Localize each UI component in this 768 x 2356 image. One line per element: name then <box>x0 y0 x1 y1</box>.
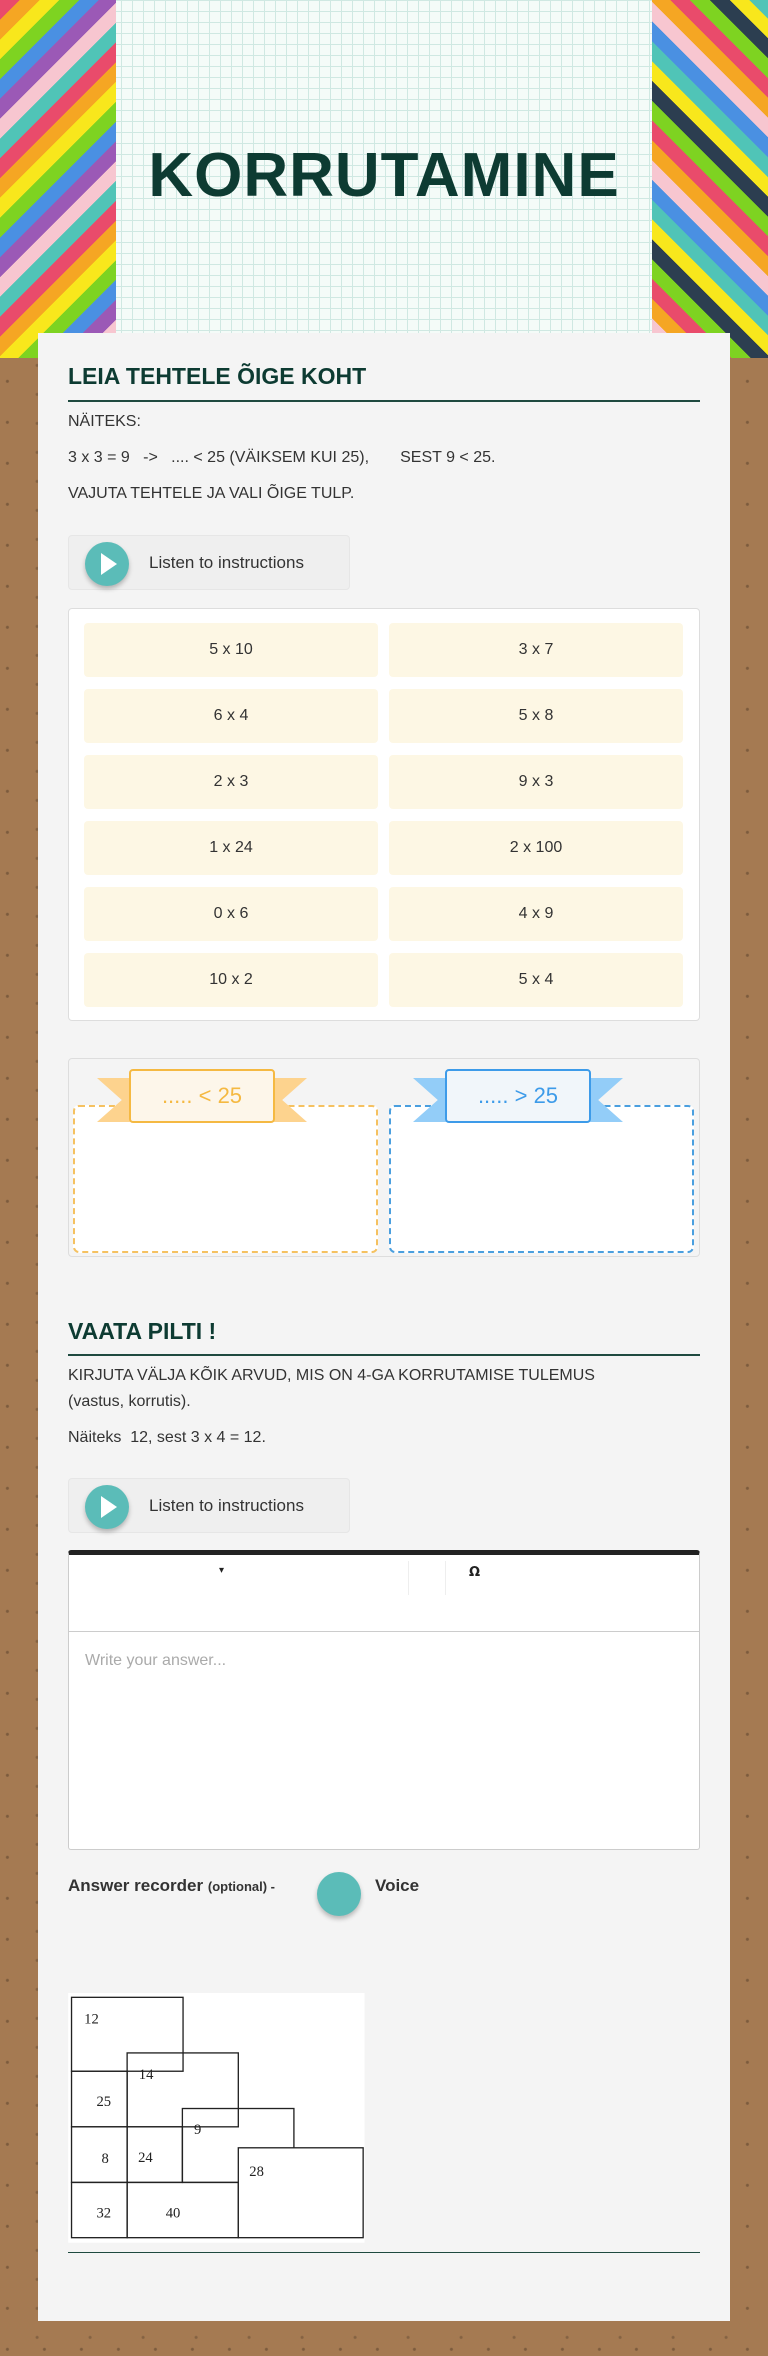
multiplication-picture <box>68 1993 378 2246</box>
picture-number: 32 <box>96 2205 112 2222</box>
listen-instructions-button[interactable] <box>68 535 350 590</box>
instruction-line: Näiteks 12, sest 3 x 4 = 12. <box>68 1429 266 1446</box>
tile[interactable]: 10 x 2 <box>84 953 378 1007</box>
divider <box>68 1354 700 1356</box>
tile[interactable]: 0 x 6 <box>84 887 378 941</box>
instruction-line: NÄITEKS: <box>68 413 141 430</box>
chevron-decoration-right <box>652 0 768 358</box>
listen-instructions-button[interactable] <box>68 1478 350 1533</box>
picture-number: 12 <box>84 2011 99 2028</box>
recorder-label: Answer recorder <box>68 1876 204 1895</box>
tile[interactable]: 5 x 4 <box>389 953 683 1007</box>
tile[interactable]: 2 x 100 <box>389 821 683 875</box>
listen-label: Listen to instructions <box>149 1496 304 1515</box>
header-banner <box>0 0 768 358</box>
tile[interactable]: 3 x 7 <box>389 623 683 677</box>
picture-number: 14 <box>138 2066 154 2083</box>
picture-number: 24 <box>138 2150 153 2167</box>
play-icon <box>85 1485 129 1529</box>
instruction-line: KIRJUTA VÄLJA KÕIK ARVUD, MIS ON 4-GA KORRUTAMISE TULEMUS <box>68 1367 595 1384</box>
drop-zone-less-than-25[interactable] <box>73 1105 378 1253</box>
drop-zone-greater-than-25[interactable] <box>389 1105 694 1253</box>
tile[interactable]: 4 x 9 <box>389 887 683 941</box>
answer-recorder <box>68 1876 275 1896</box>
page-title: KORRUTAMINE <box>148 141 620 210</box>
record-button[interactable] <box>317 1872 361 1916</box>
category-label: ..... > 25 <box>445 1069 591 1123</box>
picture-number: 9 <box>194 2121 202 2138</box>
picture-number: 40 <box>165 2205 181 2222</box>
voice-label: Voice <box>375 1876 420 1895</box>
worksheet-card <box>38 333 730 2321</box>
section1-heading: LEIA TEHTELE ÕIGE KOHT <box>68 363 367 389</box>
section2-heading: VAATA PILTI ! <box>68 1318 217 1344</box>
category-ribbon-greater <box>413 1069 623 1124</box>
category-area <box>68 1058 700 1257</box>
toolbar-separator <box>445 1561 446 1595</box>
category-label: ..... < 25 <box>129 1069 275 1123</box>
instruction-line: VAJUTA TEHTELE JA VALI ÕIGE TULP. <box>68 485 355 502</box>
tile[interactable]: 9 x 3 <box>389 755 683 809</box>
picture-number: 28 <box>249 2164 264 2181</box>
divider <box>68 400 700 402</box>
picture-box <box>238 2148 363 2238</box>
play-icon <box>85 542 129 586</box>
recorder-optional: (optional) - <box>207 1879 276 1894</box>
chevron-decoration-left <box>0 0 116 358</box>
tile[interactable]: 1 x 24 <box>84 821 378 875</box>
category-ribbon-less <box>97 1069 307 1124</box>
tile[interactable]: 6 x 4 <box>84 689 378 743</box>
toolbar-separator <box>408 1561 409 1595</box>
picture-number: 25 <box>96 2094 112 2111</box>
tile[interactable]: 2 x 3 <box>84 755 378 809</box>
tile[interactable]: 5 x 10 <box>84 623 378 677</box>
instruction-line: (vastus, korrutis). <box>68 1393 191 1410</box>
listen-label: Listen to instructions <box>149 553 304 572</box>
divider <box>68 2252 700 2253</box>
instruction-line: 3 x 3 = 9 -> .... < 25 (VÄIKSEM KUI 25), SEST 9 < 25. <box>68 449 496 466</box>
answer-editor <box>68 1550 700 1850</box>
answer-input[interactable]: Write your answer... <box>85 1652 227 1669</box>
tile-pool <box>68 608 700 1021</box>
editor-toolbar <box>69 1555 699 1632</box>
tile[interactable]: 5 x 8 <box>389 689 683 743</box>
picture-number: 8 <box>101 2150 109 2167</box>
special-characters-button[interactable]: Ω <box>469 1565 481 1580</box>
chevron-down-icon[interactable]: ▾ <box>219 1565 225 1576</box>
